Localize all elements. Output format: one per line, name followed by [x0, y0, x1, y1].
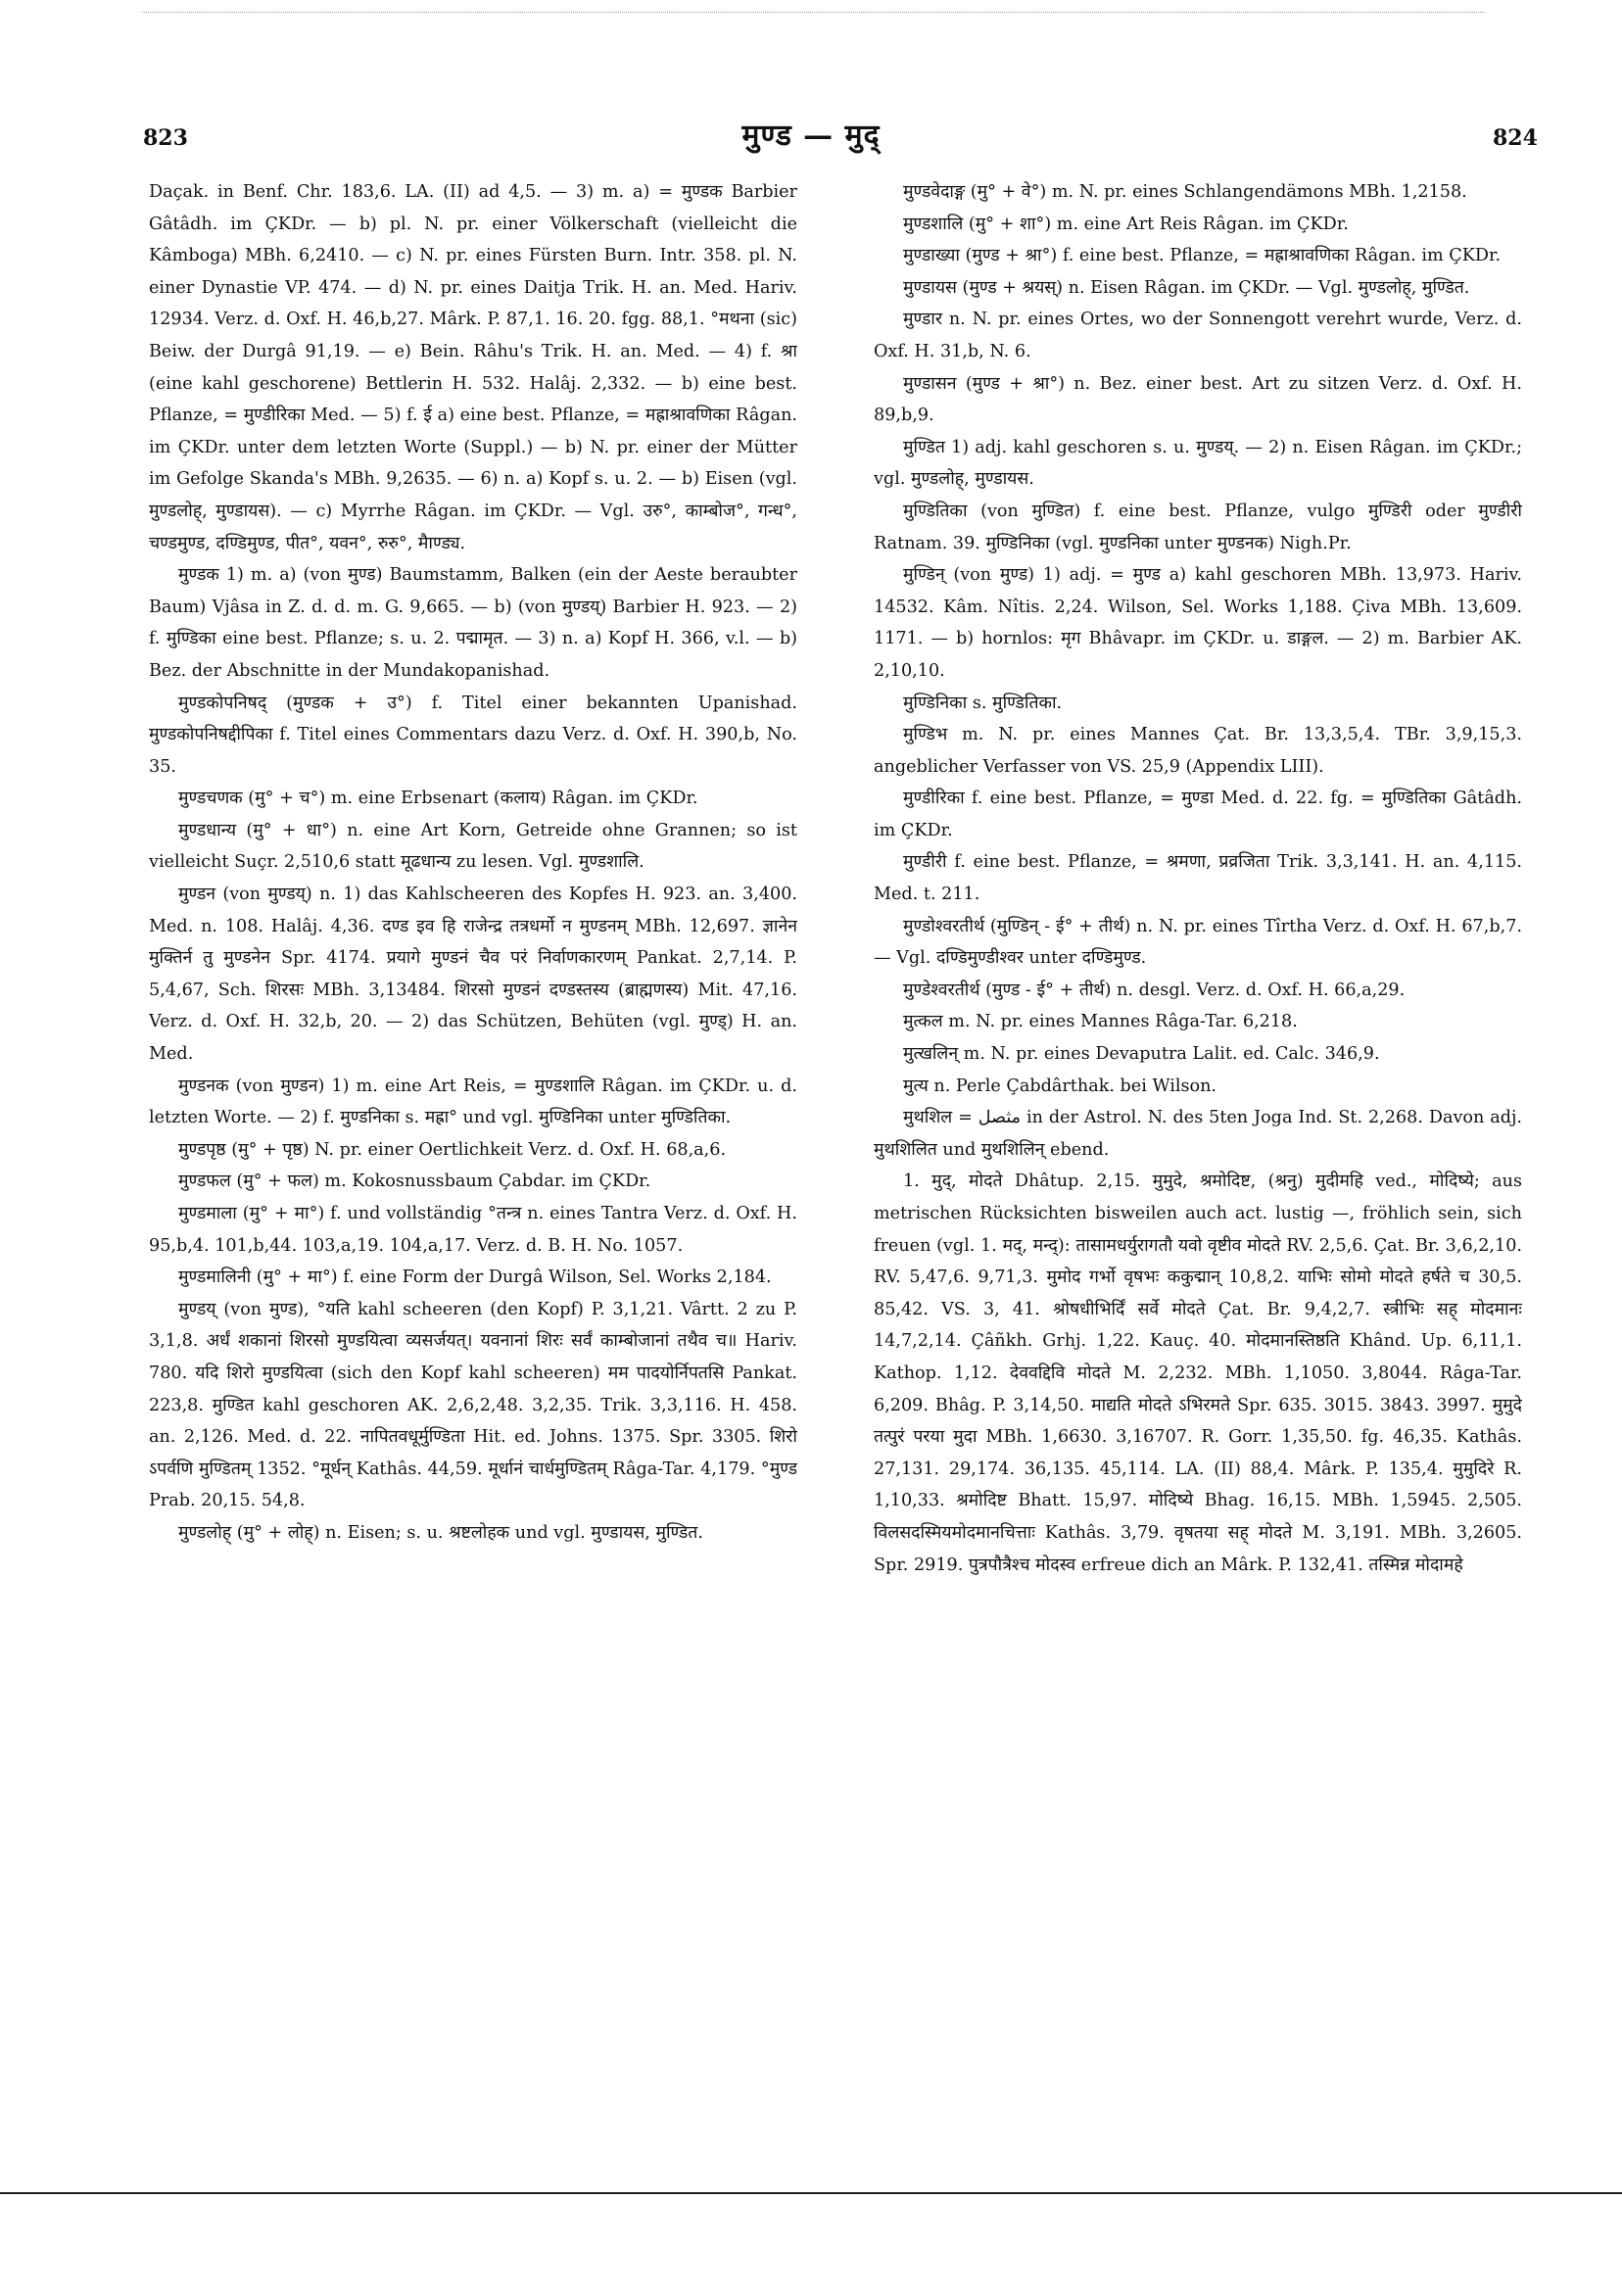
entry-paragraph: मुण्डीरिका f. eine best. Pflanze, = मुण्डा Med. d. 22. fg. = मुण्डितिका Gâtâdh. im ÇKDr. — [874, 789, 1522, 840]
entry-paragraph: 1. मुद्, मोदते Dhâtup. 2,15. मुमुदे, श्रमोदिष्ट, (श्रनु) मुदीमहि ved., मोदिष्ये; aus metrischen Rücksichten bisweilen auch act. lustig —, fröhlich sein, sich freuen (vgl. 1. मद्, मन्द्): तासामधर्युरागतौ यवो वृष्टीव मोदते RV. 2,5,6. Çat. Br. 3,6,2,10. RV. 5,47,6. 9,71,3. मुमोद गर्भो वृषभः ककुद्मान् 10,8,2. याभिः सोमो मोदते हर्षते च 30,5. 85,42. VS. 3, 41. श्रोषधीभिर्दिं सर्वे मोदते Çat. Br. 9,4,2,7. स्त्रीभिः सह् मोदमानः 14,7,2,14. Çâñkh. Grhj. 1,22. Kauç. 40. मोदमानस्तिष्ठति Khând. Up. 6,11,1. Kathop. 1,12. देववद्दिवि मोदते M. 2,232. MBh. 1,1050. 3,8044. Râga-Tar. 6,209. Bhâg. P. 3,14,50. माद्यति मोदते ऽभिरमते Spr. 635. 3015. 3843. 3997. मुमुदे तत्पुरं परया मुदा MBh. 1,6630. 3,16707. R. Gorr. 1,35,50. fg. 46,35. Kathâs. 27,131. 29,174. 36,135. 45,114. LA. (II) 88,4. Mârk. P. 135,4. मुमुदिरे R. 1,10,33. श्रमोदिष्ट Bhatt. 15,97. मोदिष्ये Bhag. 16,15. MBh. 1,5945. 2,505. विलसदस्मियमोदमानचित्ताः Kathâs. 3,79. वृषतया सह् मोदते M. 3,191. MBh. 3,2605. Spr. 2919. पुत्रपौत्रैश्च मोदस्व erfreue dich an Mârk. P. 132,41. तस्मिन्न मोदामहे — [874, 1172, 1522, 1575]
entry-paragraph: मुण्डवेदाङ्ग (मु° + वे°) m. N. pr. eines Schlangendämons MBh. 1,2158. — [903, 182, 1467, 202]
entry-paragraph: मुण्डलोह् (मु° + लोह्) n. Eisen; s. u. श्रष्टलोहक und vgl. मुण्डायस, मुण्डित. — [178, 1522, 703, 1543]
entry-paragraph: मुण्डन (von मुण्डय्) n. 1) das Kahlscheeren des Kopfes H. 923. an. 3,400. Med. n. 108. Halâj. 4,36. दण्ड इव हि राजेन्द्र तत्रधर्मो न मुण्डनम् MBh. 12,697. ज्ञानेन मुक्तिर्न तु मुण्डनेन Spr. 4174. प्रयागे मुण्डनं चैव परं निर्वाणकारणम् Pankat. 2,7,14. P. 5,4,67, Sch. शिरसः MBh. 3,13484. शिरसो मुण्डनं दण्डस्तस्य (ब्राह्मणस्य) Mit. 47,16. Verz. d. Oxf. H. 32,b, 20. — 2) das Schützen, Behüten (vgl. मुण्ड्) H. an. Med. — [149, 885, 797, 1065]
entry-paragraph: मुत्कल m. N. pr. eines Mannes Râga-Tar. 6,218. — [903, 1012, 1298, 1032]
entry-paragraph: मुण्डिनिका s. मुण्डितिका. — [903, 693, 1063, 713]
entry-paragraph: मुण्डेश्वरतीर्थ (मुण्ड - ई° + तीर्थ) n. desgl. Verz. d. Oxf. H. 66,a,29. — [903, 980, 1406, 1000]
bottom-rule — [0, 2192, 1622, 2194]
entry-paragraph: मुण्डित 1) adj. kahl geschoren s. u. मुण्डय्. — 2) n. Eisen Râgan. im ÇKDr.; vgl. मुण्डलोह्, मुण्डायस. — [874, 437, 1522, 490]
right-column — [874, 176, 1522, 2175]
entry-paragraph: मुण्डार n. N. pr. eines Ortes, wo der Sonnengott verehrt wurde, Verz. d. Oxf. H. 31,b, N. 6. — [874, 310, 1522, 361]
entry-paragraph: मुण्डिभ m. N. pr. eines Mannes Çat. Br. 13,3,5,4. TBr. 3,9,15,3. angeblicher Verfasser von VS. 25,9 (Appendix LIII). — [874, 725, 1522, 777]
entry-paragraph: मुण्डशालि (मु° + शा°) m. eine Art Reis Râgan. im ÇKDr. — [903, 214, 1349, 234]
entry-paragraph: मुण्डचणक (मु° + च°) m. eine Erbsenart (कलाय) Râgan. im ÇKDr. — [178, 789, 698, 809]
entry-paragraph: मुण्डासन (मुण्ड + श्रा°) n. Bez. einer best. Art zu sitzen Verz. d. Oxf. H. 89,b,9. — [874, 373, 1522, 426]
entry-paragraph: मुण्डमाला (मु° + मा°) f. und vollständig °तन्त्र n. eines Tantra Verz. d. Oxf. H. 95,b,4. 101,b,44. 103,a,19. 104,a,17. Verz. d. B. H. No. 1057. — [149, 1204, 797, 1256]
entry-paragraph: मुण्डपृष्ठ (मु° + पृष्ठ) N. pr. einer Oertlichkeit Verz. d. Oxf. H. 68,a,6. — [178, 1139, 727, 1160]
left-column — [149, 176, 797, 2175]
entry-paragraph: मुण्डक 1) m. a) (von मुण्ड) Baumstamm, Balken (ein der Aeste beraubter Baum) Vjâsa in Z. d. d. m. G. 9,665. — b) (von मुण्डय्) Barbier H. 923. — 2) f. मुण्डिका eine best. Pflanze; s. u. 2. पद्मामृत. — 3) n. a) Kopf H. 366, v.l. — b) Bez. der Abschnitte in der Mundakopanishad. — [149, 565, 797, 681]
running-head: मुण्ड — मुद् — [741, 119, 881, 153]
entry-paragraph: मुण्डनक (von मुण्डन) 1) m. eine Art Reis, = मुण्डशालि Râgan. im ÇKDr. u. d. letzten Worte. — 2) f. मुण्डनिका s. मह्रा° und vgl. मुण्डिनिका unter मुण्डितिका. — [149, 1076, 797, 1128]
entry-paragraph: मुण्डिन् (von मुण्ड) 1) adj. = मुण्ड a) kahl geschoren MBh. 13,973. Hariv. 14532. Kâm. Nîtis. 2,24. Wilson, Sel. Works 1,188. Çiva MBh. 13,609. 1171. — b) hornlos: मृग Bhâvapr. im ÇKDr. u. डाङ्गल. — 2) m. Barbier AK. 2,10,10. — [874, 565, 1522, 681]
entry-paragraph: मुण्डय् (von मुण्ड), °यति kahl scheeren (den Kopf) P. 3,1,21. Vârtt. 2 zu P. 3,1,8. अर्धं शकानां शिरसो मुण्डयित्वा व्यसर्जयत्। यवनानां शिरः सर्वं काम्बोजानां तथैव च॥ Hariv. 780. यदि शिरो मुण्डयित्वा (sich den Kopf kahl scheeren) मम पादयोर्निपतसि Pankat. 223,8. मुण्डित kahl geschoren AK. 2,6,2,48. 3,2,35. Trik. 3,3,116. H. 458. an. 2,126. Med. d. 22. नापितवधूर्मुण्डिता Hit. ed. Johns. 1375. Spr. 3305. शिरो ऽपर्वणि मुण्डितम् 1352. °मूर्धन् Kathâs. 44,59. मूर्धानं चार्धमुण्डितम् Râga-Tar. 4,179. °मुण्ड Prab. 20,15. 54,8. — [149, 1299, 797, 1511]
entry-paragraph: Daçak. in Benf. Chr. 183,6. LA. (II) ad 4,5. — 3) m. a) = मुण्डक Barbier Gâtâdh. im ÇKDr. — b) pl. N. pr. einer Völkerschaft (vielleicht die Kâmboga) MBh. 6,2410. — c) N. pr. eines Fürsten Burn. Intr. 358. pl. N. einer Dynastie VP. 474. — d) N. pr. eines Daitja Trik. H. an. Med. Hariv. 12934. Verz. d. Oxf. H. 46,b,27. Mârk. P. 87,1. 16. 20. fgg. 88,1. °मथना (sic) Beiw. der Durgâ 91,19. — e) Bein. Râhu's Trik. H. an. Med. — 4) f. श्रा (eine kahl geschorene) Bettlerin H. 532. Halâj. 2,332. — b) eine best. Pflanze, = मुण्डीरिका Med. — 5) f. ई a) eine best. Pflanze, = मह्राश्रावणिका Râgan. im ÇKDr. unter dem letzten Worte (Suppl.) — b) N. pr. einer der Mütter im Gefolge Skanda's MBh. 9,2635. — 6) n. a) Kopf s. u. 2. — b) Eisen (vgl. मुण्डलोह्, मुण्डायस). — c) Myrrhe Râgan. im ÇKDr. — Vgl. उरु°, काम्बोज°, गन्ध°, चण्डमुण्ड, दण्डिमुण्ड, पीत°, यवन°, रुरु°, मैाण्ड्य. — [149, 182, 797, 553]
entry-paragraph: मुत्खलिन् m. N. pr. eines Devaputra Lalit. ed. Calc. 346,9. — [903, 1044, 1380, 1065]
entry-paragraph: मुण्डोश्वरतीर्थ (मुण्डिन् - ई° + तीर्थ) n. N. pr. eines Tîrtha Verz. d. Oxf. H. 67,b,7. — Vgl. दण्डिमुण्डीश्वर unter दण्डिमुण्ड. — [874, 916, 1522, 969]
right-page-number: 824 — [1493, 125, 1538, 151]
entry-paragraph: मुण्डफल (मु° + फल) m. Kokosnussbaum Çabdar. im ÇKDr. — [178, 1172, 651, 1192]
entry-paragraph: मुण्डितिका (von मुण्डित) f. eine best. Pflanze, vulgo मुण्डिरी oder मुण्डीरी Ratnam. 39. मुण्डिनिका (vgl. मुण्डनिका unter मुण्डनक) Nigh.Pr. — [874, 501, 1522, 553]
entry-paragraph: मुण्डायस (मुण्ड + श्रयस्) n. Eisen Râgan. im ÇKDr. — Vgl. मुण्डलोह्, मुण्डित. — [903, 277, 1470, 298]
top-dotted-line — [142, 12, 1485, 13]
entry-paragraph: मुण्डीरी f. eine best. Pflanze, = श्रमणा, प्रव्रजिता Trik. 3,3,141. H. an. 4,115. Med. t. 211. — [874, 852, 1522, 905]
entry-paragraph: मुण्डमालिनी (मु° + मा°) f. eine Form der Durgâ Wilson, Sel. Works 2,184. — [178, 1268, 772, 1288]
entry-paragraph: मुथशिल = مثصل in der Astrol. N. des 5ten Joga Ind. St. 2,268. Davon adj. मुथशिलित und मुथशिलिन् ebend. — [874, 1108, 1522, 1160]
entry-paragraph: मुण्डाख्या (मुण्ड + श्रा°) f. eine best. Pflanze, = मह्राश्रावणिका Râgan. im ÇKDr. — [903, 246, 1502, 266]
entry-paragraph: मुण्डकोपनिषद् (मुण्डक + उ°) f. Titel einer bekannten Upanishad. मुण्डकोपनिषद्दीपिका f. Titel eines Commentars dazu Verz. d. Oxf. H. 390,b, No. 35. — [149, 693, 797, 777]
left-page-number: 823 — [143, 125, 188, 151]
entry-paragraph: मुण्डधान्य (मु° + धा°) n. eine Art Korn, Getreide ohne Grannen; so ist vielleicht Suçr. 2,510,6 statt मूढधान्य zu lesen. Vgl. मुण्डशालि. — [149, 820, 797, 873]
entry-paragraph: मुत्य n. Perle Çabdârthak. bei Wilson. — [903, 1076, 1217, 1096]
